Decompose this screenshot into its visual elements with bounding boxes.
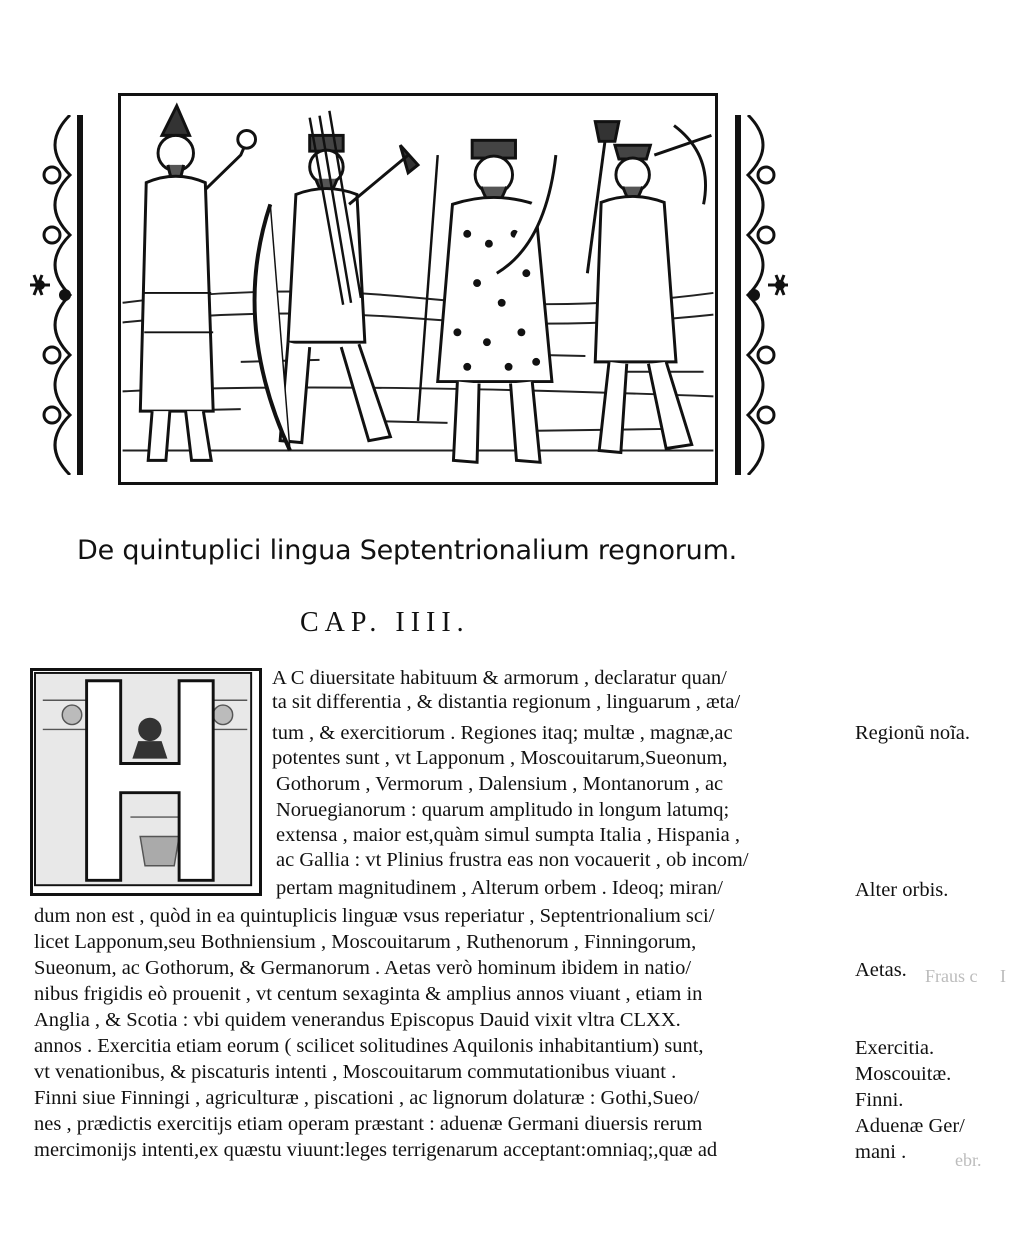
text-line: annos . Exercitia etiam eorum ( scilicet solitudines Aquilonis inhabitantium) sunt, — [34, 1035, 704, 1057]
margin-note: Aetas. — [855, 959, 907, 981]
text-line: Noruegianorum : quarum amplitudo in longum latumq; — [276, 799, 730, 821]
text-line: ac Gallia : vt Plinius frustra eas non vocauerit , ob incom/ — [276, 849, 749, 871]
show-through-text: Fraus c — [925, 966, 978, 986]
text-line: nibus frigidis eò prouenit , vt centum sexaginta & amplius annos viuant , etiam in — [34, 983, 703, 1005]
woodcut-five-figures-icon — [121, 96, 715, 482]
chapter-heading: CAP. IIII. — [300, 607, 470, 638]
historiated-initial — [30, 668, 262, 896]
margin-note: Finni. — [855, 1089, 904, 1111]
text-line: Anglia , & Scotia : vbi quidem venerandus Episcopus Dauid vixit vltra CLXX. — [34, 1009, 681, 1031]
text-line: dum non est , quòd in ea quintuplicis linguæ vsus reperiatur , Septentrionalium sci/ — [34, 905, 715, 927]
text-line: extensa , maior est,quàm simul sumpta Italia , Hispania , — [276, 824, 740, 846]
margin-note: Alter orbis. — [855, 879, 949, 901]
text-line: ta sit differentia , & distantia regionum , linguarum , æta/ — [272, 691, 741, 713]
woodcut-illustration — [118, 93, 718, 485]
text-line: Finni siue Finningi , agriculturæ , piscationi , ac lignorum dolaturæ : Gothi,Sueo/ — [34, 1087, 700, 1109]
show-through-text: ebr. — [955, 1150, 982, 1170]
text-line: nes , prædictis exercitijs etiam operam præstant : aduenæ Germani diuersis rerum — [34, 1113, 703, 1135]
text-line: vt venationibus, & piscaturis intenti , Moscouitarum commutationibus viuant . — [34, 1061, 677, 1083]
ornament-right-icon — [730, 115, 788, 475]
text-line: Gothorum , Vermorum , Dalensium , Montanorum , ac — [276, 773, 724, 795]
margin-note: Moscouitæ. — [855, 1063, 952, 1085]
margin-note: mani . — [855, 1141, 907, 1163]
text-line: mercimonijs intenti,ex quæstu viuunt:leges terrigenarum acceptant:omniaq;,quæ ad — [34, 1139, 718, 1161]
text-line: potentes sunt , vt Lapponum , Moscouitarum,Sueonum, — [272, 747, 728, 769]
text-line: tum , & exercitiorum . Regiones itaq; multæ , magnæ,ac — [272, 722, 733, 744]
page-title: De quintuplici lingua Septentrionalium regnorum. — [77, 535, 738, 566]
text-line: A C diuersitate habituum & armorum , declaratur quan/ — [272, 667, 727, 689]
text-line: licet Lapponum,seu Bothniensium , Moscouitarum , Ruthenorum , Finningorum, — [34, 931, 697, 953]
historiated-initial-icon — [33, 671, 259, 893]
show-through-text: I — [1000, 966, 1006, 986]
ornament-left-icon — [30, 115, 88, 475]
text-line: Sueonum, ac Gothorum, & Germanorum . Aetas verò hominum ibidem in natio/ — [34, 957, 692, 979]
margin-note: Regionũ noĩa. — [855, 722, 971, 744]
margin-note: Aduenæ Ger/ — [855, 1115, 965, 1137]
text-line: pertam magnitudinem , Alterum orbem . Ideoq; miran/ — [276, 877, 723, 899]
margin-note: Exercitia. — [855, 1037, 935, 1059]
